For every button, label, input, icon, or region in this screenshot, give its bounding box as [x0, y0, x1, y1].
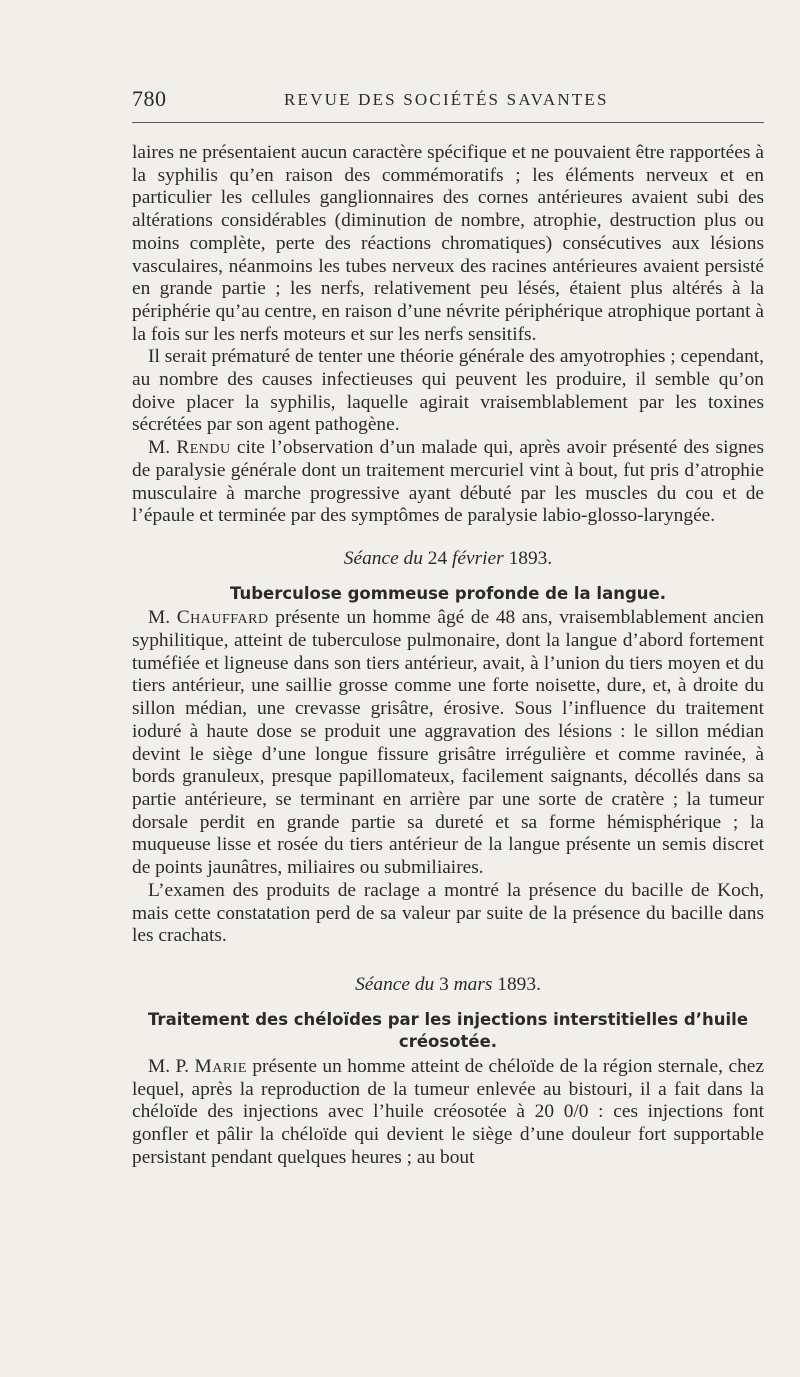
paragraph-text: cite l’observation d’un malade qui, après avoir présenté des signes de paralysie générale dont un traitement mercuriel vint à bout, fut pris d’atrophie musculaire à marche progressive ayant débuté par les muscles du cou et de l’épaule et terminée par des symptômes de paralysie labio-glosso-laryngée. [132, 437, 764, 527]
speaker-name: Chauffard [176, 607, 269, 629]
speaker-prefix: M. [148, 607, 177, 629]
paragraph-continuation: laires ne présentaient aucun caractère spécifique et ne pouvaient être rapportées à la syphilis qu’en raison des commémoratifs ; les éléments nerveux et en particulier les cellules ganglionnaires des cornes antérieures avaient subi des altérations considérables (diminution de nombre, atrophie, destruction plus ou moins complète, perte des réactions chromatiques) consécutives aux lésions vasculaires, néanmoins les tubes nerveux des racines antérieures avaient persisté en grande partie ; les nerfs, relativement peu lésés, étaient plus altérés à la périphérie qu’au centre, en raison d’une névrite périphérique atrophique portant à la fois sur les nerfs moteurs et sur les nerfs sensitifs. [132, 142, 764, 345]
page-header [132, 86, 764, 116]
paragraph-chauffard [132, 607, 764, 879]
body-text [132, 142, 764, 1170]
speaker-prefix: M. P. [148, 1056, 195, 1078]
speaker-prefix: M. [148, 437, 177, 459]
speaker-name: Marie [194, 1056, 247, 1078]
paragraph-text: présente un homme âgé de 48 ans, vraisemblablement ancien syphilitique, atteint de tuberculose pulmonaire, dont la langue d’abord fortement tuméfiée et ligneuse dans son tiers antérieur, avait, à l’union du tiers moyen et du tiers antérieur, une saillie grosse comme une forte noisette, dure, et, à droite du sillon médian, une crevasse grisâtre, érosive. Sous l’influence du traitement ioduré à haute dose se produit une aggravation des lésions : le sillon médian devint le siège d’une longue fissure grisâtre irrégulière et comme ravinée, à bords granuleux, presque papillomateux, facilement saignants, décollés dans sa partie antérieure, se terminant en arrière par une sorte de cratère ; la tumeur dorsale perdit en grande partie sa dureté et sa forme hémisphérique ; la muqueuse lisse et rosée du tiers antérieur de la langue présente un semis discret de points jaunâtres, miliaires ou submiliaires. [132, 607, 765, 879]
paragraph-rendu [132, 437, 764, 528]
page-number: 780 [132, 86, 167, 111]
running-title: REVUE DES SOCIÉTÉS SAVANTES [284, 90, 609, 109]
session-date: Séance du 3 mars 1893. [355, 973, 541, 995]
paragraph-text: présente un homme atteint de chéloïde de la région sternale, chez lequel, après la reproduction de la tumeur enlevée au bistouri, il a fait dans la chéloïde des injections avec l’huile créosotée à 20 0/0 : ces injections font gonfler et pâlir la chéloïde qui devient le siège d’une douleur fort supportable persistant pendant quelques heures ; au bout [132, 1056, 764, 1168]
paragraph-amyotrophies: Il serait prématuré de tenter une théorie générale des amyotrophies ; cependant, au nombre des causes infectieuses qui peuvent les produire, il semble qu’on doive placer la syphilis, laquelle agirait vraisemblablement par les toxines sécrétées par son agent pathogène. [132, 346, 764, 436]
section-heading: Traitement des chéloïdes par les injections interstitielles d’huile créosotée. [147, 1009, 749, 1052]
speaker-name: Rendu [176, 437, 231, 459]
header-rule [132, 122, 764, 123]
session-date: Séance du 24 février 1893. [343, 547, 553, 569]
paragraph-marie [132, 1056, 764, 1170]
paragraph-raclage: L’examen des produits de raclage a montré la présence du bacille de Koch, mais cette constatation perd de sa valeur par suite de la présence du bacille dans les crachats. [132, 879, 764, 947]
section-heading: Tuberculose gommeuse profonde de la langue. [230, 583, 666, 603]
